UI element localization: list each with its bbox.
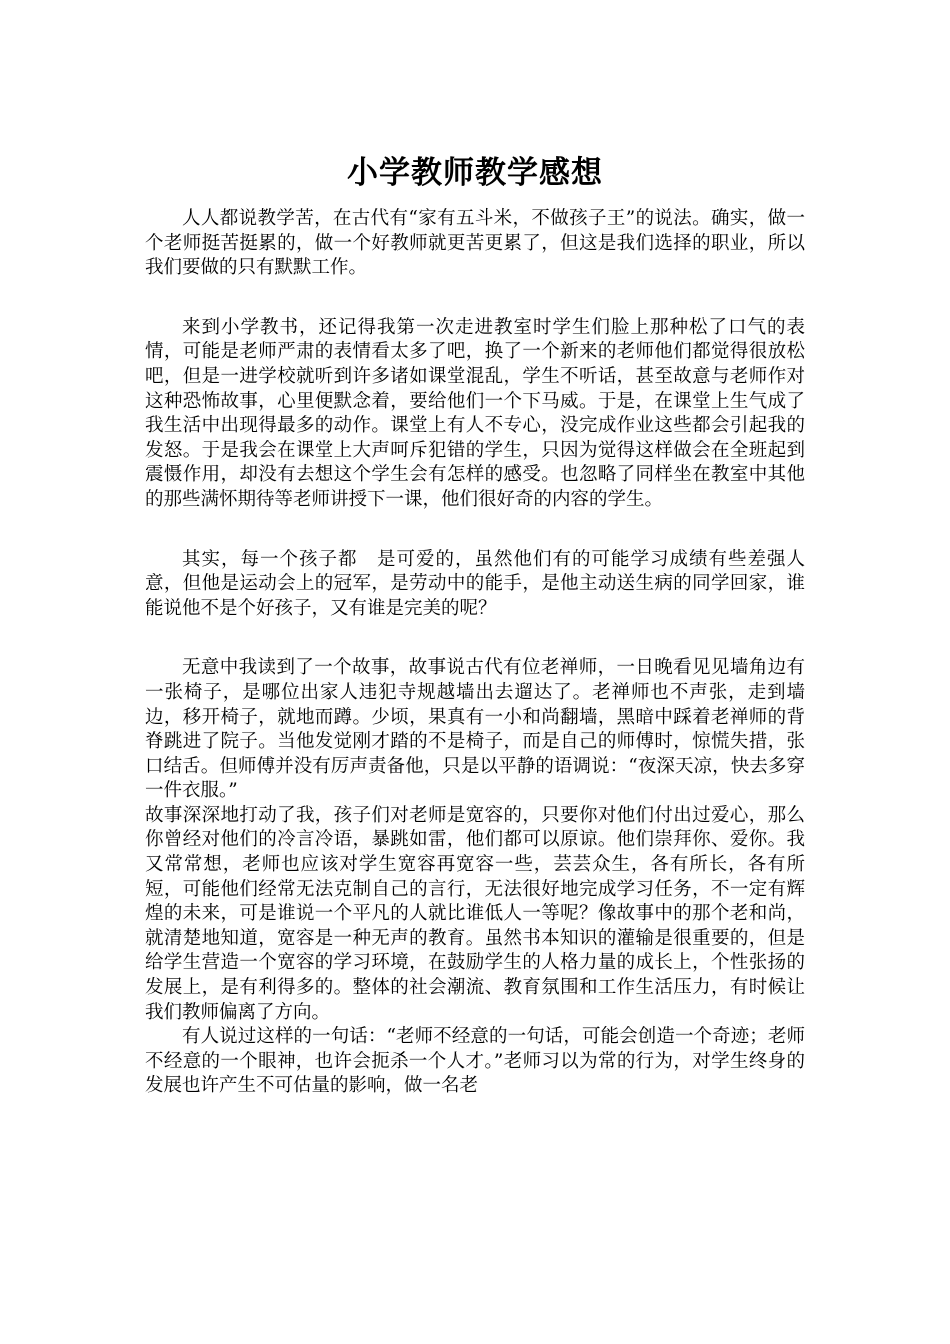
document-title: 小学教师教学感想 [347,154,603,191]
paragraph-1: 人人都说教学苦，在古代有“家有五斗米，不做孩子王”的说法。确实，做一个老师挺苦挺累的，做一个好教师就更苦更累了，但这是我们选择的职业，所以我们要做的只有默默工作。 [145,208,805,279]
paragraph-4: 无意中我读到了一个故事，故事说古代有位老禅师，一日晚看见见墙角边有一张椅子，是哪位出家人违犯寺规越墙出去遛达了。老禅师也不声张，走到墙边，移开椅子，就地而蹲。少顷，果真有一小和尚翻墙，黑暗中踩着老禅师的背脊跳进了院子。当他发觉刚才踏的不是椅子，而是自己的师傅时，惊慌失措，张口结舌。但师傅并没有厉声责备他，只是以平静的语调说：“夜深天凉，快去多穿一件衣服。” [145,657,805,802]
paragraph-6: 有人说过这样的一句话：“老师不经意的一句话，可能会创造一个奇迹；老师不经意的一个眼神，也许会扼杀一个人才。”老师习以为常的行为，对学生终身的发展也许产生不可估量的影响，做一名老 [145,1026,805,1097]
document-body [145,207,805,1099]
paragraph-2: 来到小学教书，还记得我第一次走进教室时学生们脸上那种松了口气的表情，可能是老师严肃的表情看太多了吧，换了一个新来的老师他们都觉得很放松吧，但是一进学校就听到许多诸如课堂混乱，学生不听话，甚至故意与老师作对这种恐怖故事，心里便默念着，要给他们一个下马威。于是，在课堂上生气成了我生活中出现得最多的动作。课堂上有人不专心，没完成作业这些都会引起我的发怒。于是我会在课堂上大声呵斥犯错的学生，只因为觉得这样做会在全班起到震慑作用，却没有去想这个学生会有怎样的感受。也忽略了同样坐在教室中其他的那些满怀期待等老师讲授下一课，他们很好奇的内容的学生。 [145,316,805,510]
paragraph-3: 其实，每一个孩子都 是可爱的，虽然他们有的可能学习成绩有些差强人意，但他是运动会上的冠军，是劳动中的能手，是他主动送生病的同学回家，谁能说他不是个好孩子，又有谁是完美的呢？ [145,548,805,619]
paragraph-5: 故事深深地打动了我，孩子们对老师是宽容的，只要你对他们付出过爱心，那么你曾经对他们的冷言冷语，暴跳如雷，他们都可以原谅。他们崇拜你、爱你。我又常常想，老师也应该对学生宽容再宽容一些，芸芸众生，各有所长，各有所短，可能他们经常无法克制自己的言行，无法很好地完成学习任务，不一定有辉煌的未来，可是谁说一个平凡的人就比谁低人一等呢？像故事中的那个老和尚，就清楚地知道，宽容是一种无声的教育。虽然书本知识的灌输是很重要的，但是给学生营造一个宽容的学习环境，在鼓励学生的人格力量的成长上，个性张扬的发展上，是有利得多的。整体的社会潮流、教育氛围和工作生活压力，有时候让我们教师偏离了方向。 [145,804,805,1023]
